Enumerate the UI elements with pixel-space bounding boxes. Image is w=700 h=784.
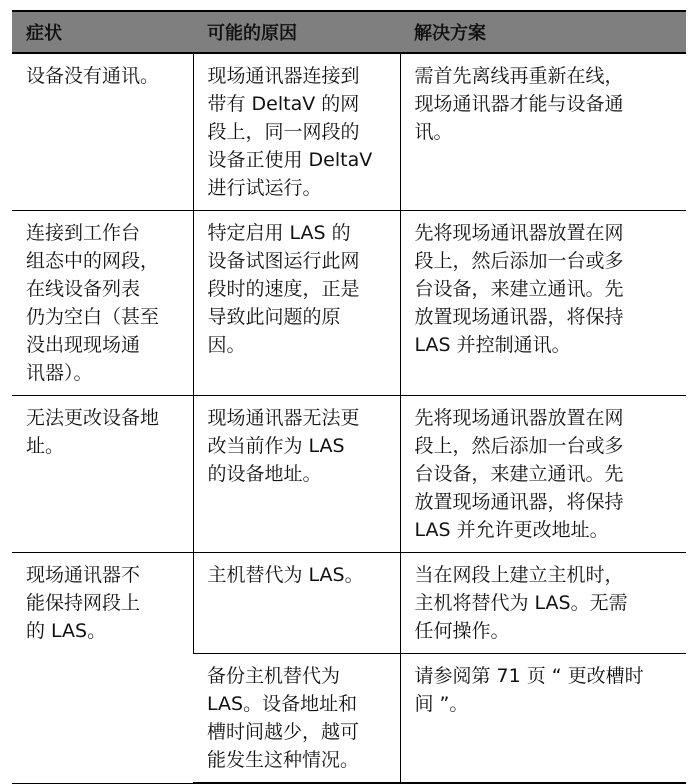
cause-cell: 现场通讯器无法更 改当前作为 LAS 的设备地址。 bbox=[193, 396, 400, 553]
cause-cell: 特定启用 LAS 的 设备试图运行此网 段时的速度，正是 导致此问题的原 因。 bbox=[193, 211, 400, 396]
header-symptom: 症状 bbox=[12, 12, 193, 53]
cause-cell: 现场通讯器连接到 带有 DeltaV 的网 段上，同一网段的 设备正使用 DeltaV 进行试运行。 bbox=[193, 53, 400, 211]
symptom-cell: 设备没有通讯。 bbox=[12, 53, 193, 211]
troubleshooting-table bbox=[12, 12, 686, 784]
table-header-row bbox=[12, 12, 686, 53]
header-solution: 解决方案 bbox=[400, 12, 686, 53]
solution-cell: 请参阅第 71 页 “ 更改槽时 间 ”。 bbox=[400, 654, 686, 784]
symptom-cell: 连接到工作台 组态中的网段， 在线设备列表 仍为空白（甚至 没出现现场通 讯器）。 bbox=[12, 211, 193, 396]
symptom-cell: 无法更改设备地 址。 bbox=[12, 396, 193, 553]
solution-cell: 需首先离线再重新在线， 现场通讯器才能与设备通 讯。 bbox=[400, 53, 686, 211]
table-row bbox=[12, 53, 686, 211]
header-cause: 可能的原因 bbox=[193, 12, 400, 53]
troubleshooting-table-container bbox=[12, 12, 686, 784]
table-row bbox=[12, 211, 686, 396]
solution-cell: 先将现场通讯器放置在网 段上，然后添加一台或多 台设备，来建立通讯。先 放置现场通讯器，将保持 LAS 并控制通讯。 bbox=[400, 211, 686, 396]
cause-cell: 备份主机替代为 LAS。设备地址和 槽时间越少，越可 能发生这种情况。 bbox=[193, 654, 400, 784]
solution-cell: 先将现场通讯器放置在网 段上，然后添加一台或多 台设备，来建立通讯。先 放置现场通讯器，将保持 LAS 并允许更改地址。 bbox=[400, 396, 686, 553]
symptom-cell: 现场通讯器不 能保持网段上 的 LAS。 bbox=[12, 553, 193, 784]
table-row bbox=[12, 553, 686, 654]
cause-cell: 主机替代为 LAS。 bbox=[193, 553, 400, 654]
table-row bbox=[12, 396, 686, 553]
solution-cell: 当在网段上建立主机时， 主机将替代为 LAS。无需 任何操作。 bbox=[400, 553, 686, 654]
